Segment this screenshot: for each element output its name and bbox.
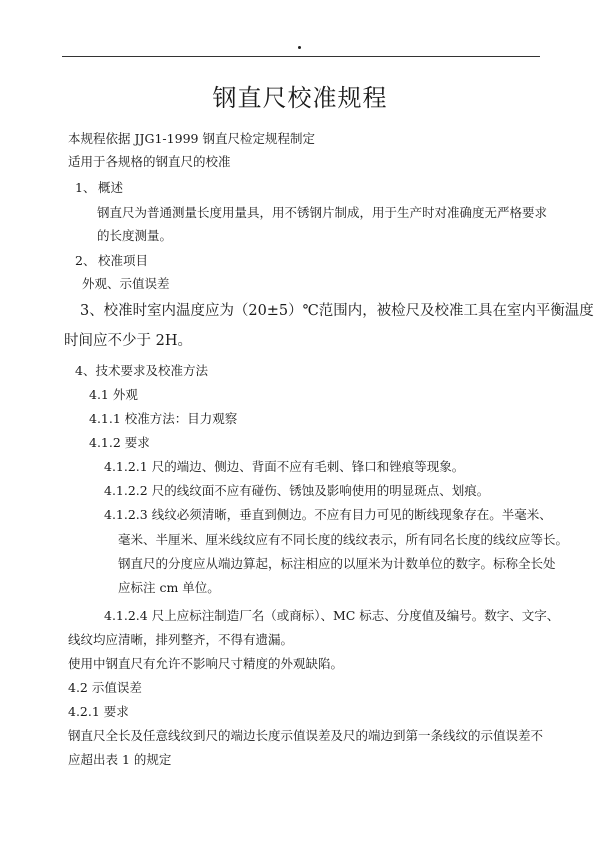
section-4-1-1: 4.1.1 校准方法：目力观察: [89, 411, 238, 426]
section-1-para-line-2: 的长度测量。: [97, 228, 173, 243]
section-4-2-1-line-2: 应超出表 1 的规定: [68, 752, 172, 767]
section-4-1-2-3-line-4: 应标注 cm 单位。: [118, 580, 220, 595]
section-4-1-2-3-line-1: 4.1.2.3 线纹必须清晰，垂直到侧边。不应有目力可见的断线现象存在。半毫米、: [104, 507, 552, 522]
section-4-1-2-4-line-1: 4.1.2.4 尺上应标注制造厂名（或商标）、MC 标志、分度值及编号。数字、文字、: [104, 608, 560, 623]
section-1-title: 概述: [98, 180, 124, 195]
section-3-line-2: 时间应不少于 2H。: [64, 333, 192, 349]
section-4-2-title: 4.2 示值误差: [68, 680, 142, 695]
header-rule: [62, 56, 540, 57]
basis-line: 本规程依据 JJG1-1999 钢直尺检定规程制定: [68, 131, 315, 146]
section-1-number: 1、: [75, 180, 96, 195]
section-4-1-note: 使用中钢直尺有允许不影响尺寸精度的外观缺陷。: [68, 656, 344, 671]
section-4-title: 4、技术要求及校准方法: [75, 363, 208, 378]
section-4-1-2-4-line-2: 线纹均应清晰，排列整齐，不得有遗漏。: [68, 632, 294, 647]
section-4-1-2-2: 4.1.2.2 尺的线纹面不应有碰伤、锈蚀及影响使用的明显斑点、划痕。: [104, 483, 490, 498]
scope-line: 适用于各规格的钢直尺的校准: [68, 154, 231, 169]
header-mark: [298, 46, 301, 49]
section-4-2-1-title: 4.2.1 要求: [68, 704, 129, 719]
section-4-1-2-3-line-2: 毫米、半厘米、厘米线纹应有不同长度的线纹表示，所有同名长度的线纹应等长。: [118, 532, 569, 547]
section-4-1-title: 4.1 外观: [89, 387, 138, 402]
section-2-number: 2、: [75, 253, 96, 268]
section-2-items: 外观、示值误差: [82, 276, 170, 291]
section-1-para-line-1: 钢直尺为普通测量长度用量具，用不锈钢片制成，用于生产时对准确度无严格要求: [97, 205, 548, 220]
section-4-1-2-3-line-3: 钢直尺的分度应从端边算起，标注相应的以厘米为计数单位的数字。标称全长处: [118, 556, 556, 571]
section-4-2-1-line-1: 钢直尺全长及任意线纹到尺的端边长度示值误差及尺的端边到第一条线纹的示值误差不: [68, 728, 544, 743]
section-3-line-1: 3、校准时室内温度应为（20±5）℃范围内，被检尺及校准工具在室内平衡温度: [80, 303, 594, 319]
section-2-title: 校准项目: [98, 253, 149, 268]
section-4-1-2-1: 4.1.2.1 尺的端边、侧边、背面不应有毛刺、锋口和锉痕等现象。: [104, 459, 465, 474]
section-4-1-2: 4.1.2 要求: [89, 435, 150, 450]
page-title: 钢直尺校准规程: [212, 84, 388, 112]
